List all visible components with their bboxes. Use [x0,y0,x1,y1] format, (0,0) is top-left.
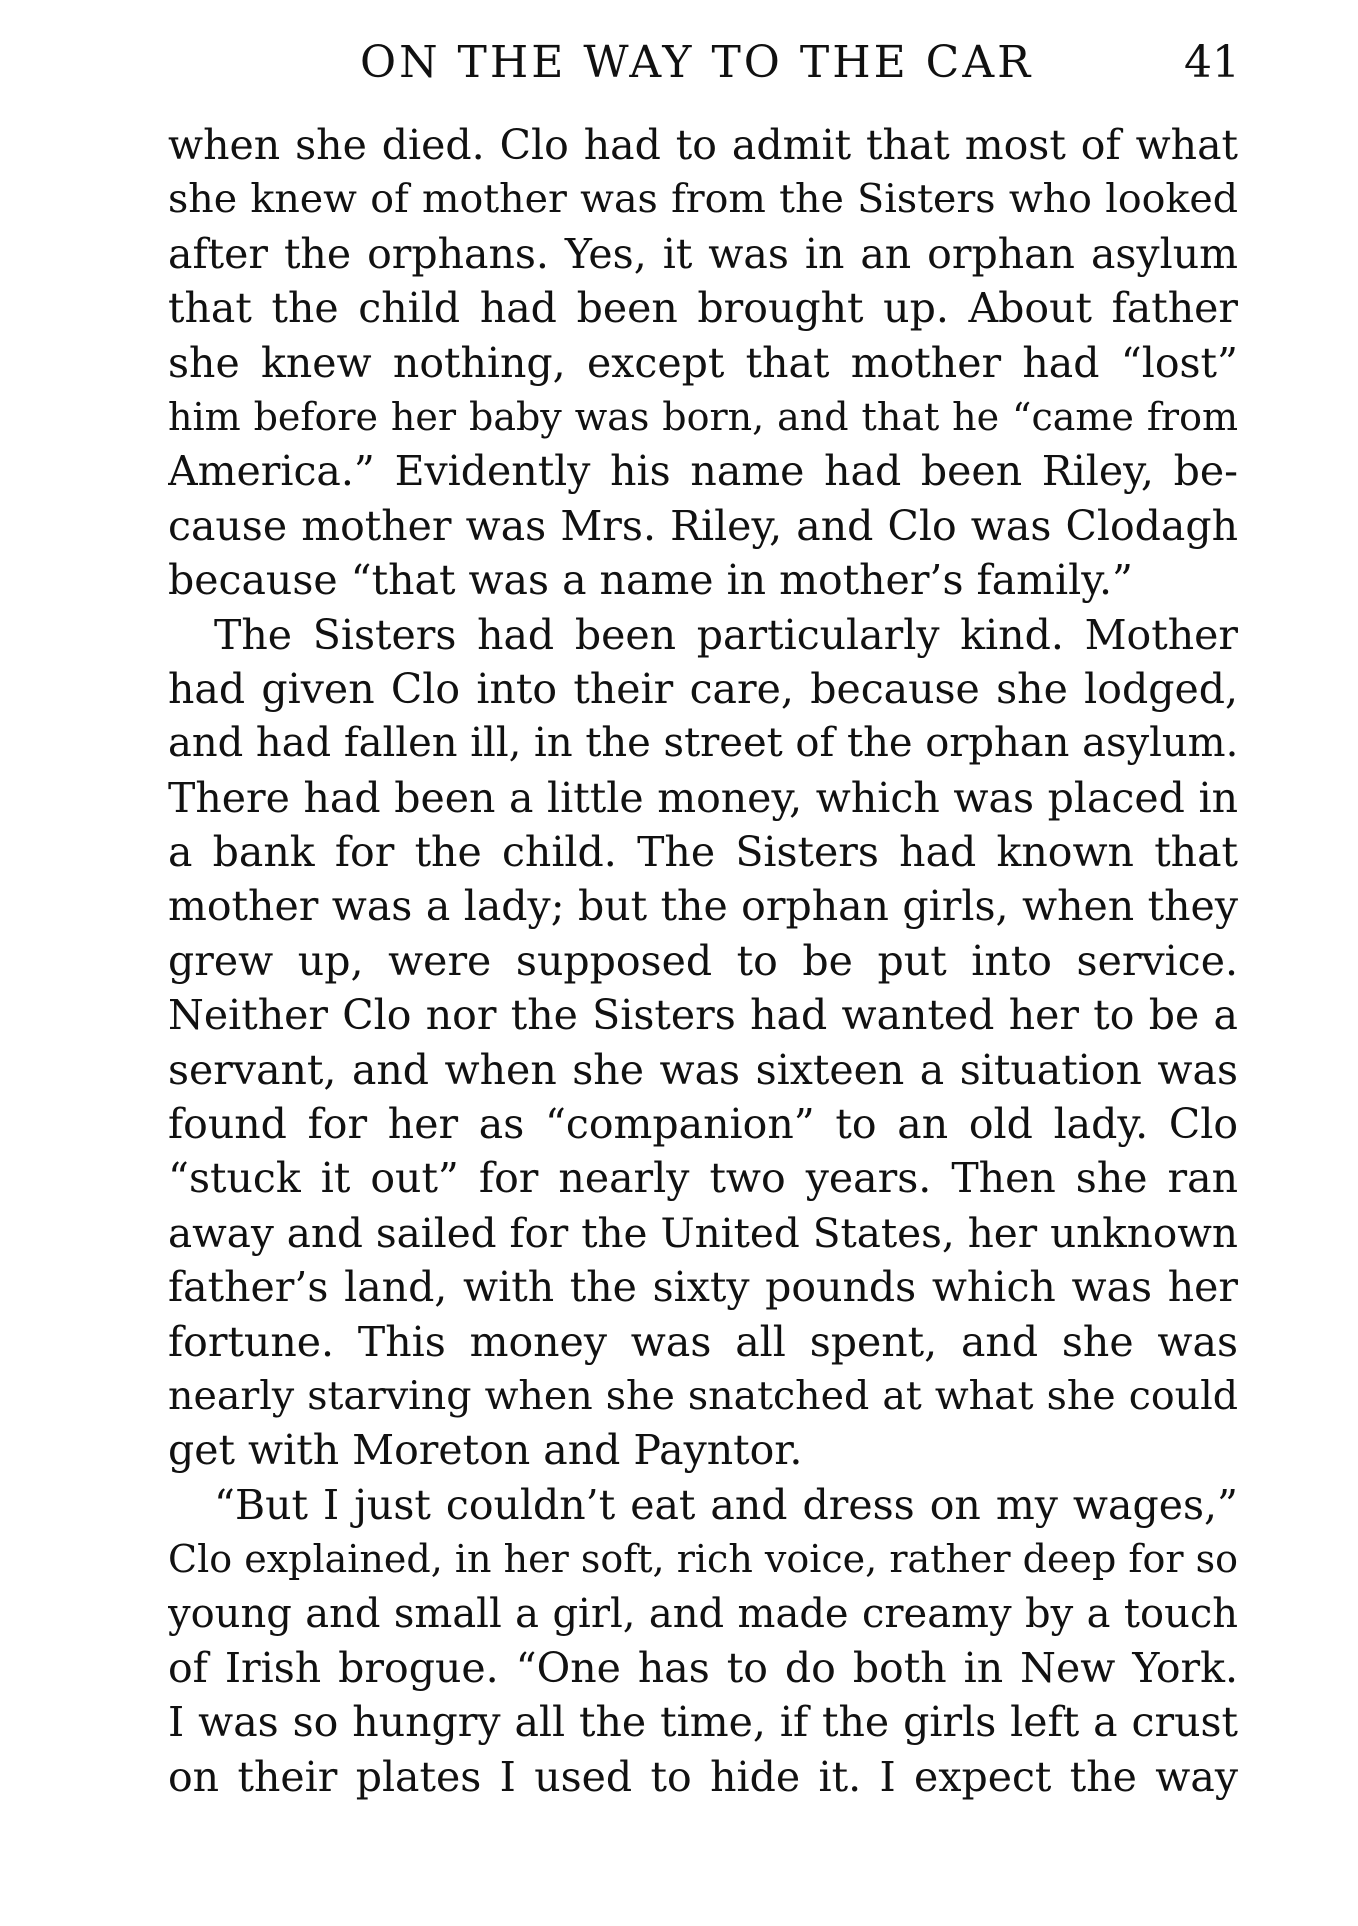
text-line: a bank for the child. The Sisters had known that [168,828,1238,877]
text-line: and had fallen ill, in the street of the orphan asylum. [168,720,1238,767]
text-line: because “that was a name in mother’s family.” [168,556,1133,605]
text-line: “stuck it out” for nearly two years. Then she ran [168,1154,1238,1203]
text-line: grew up, were supposed to be put into service. [168,936,1238,985]
text-line: she knew nothing, except that mother had “lost” [168,338,1238,387]
running-head [360,28,1240,98]
text-line: nearly starving when she snatched at what she could [168,1372,1238,1419]
text-line: of Irish brogue. “One has to do both in New York. [168,1643,1238,1692]
text-line: when she died. Clo had to admit that most of what [168,121,1238,169]
text-line: fortune. This money was all spent, and she was [168,1317,1238,1366]
text-line: that the child had been brought up. About father [168,284,1238,333]
body-text [168,118,1238,1804]
text-line: on their plates I used to hide it. I expect the way [168,1752,1238,1801]
text-line: found for her as “companion” to an old lady. Clo [168,1100,1238,1149]
running-title: ON THE WAY TO THE CAR [360,37,1034,88]
text-line: after the orphans. Yes, it was in an orphan asylum [168,229,1238,278]
text-line: Neither Clo nor the Sisters had wanted her to be a [168,991,1238,1040]
text-line: “But I just couldn’t eat and dress on my wages,” [214,1480,1238,1529]
text-line: I was so hungry all the time, if the girls left a crust [168,1698,1238,1747]
text-line: young and small a girl, and made creamy by a touch [168,1590,1238,1637]
text-line: away and sailed for the United States, her unknown [168,1208,1238,1257]
text-line: America.” Evidently his name had been Riley, be- [168,447,1238,496]
text-line: she knew of mother was from the Sisters who looked [168,176,1238,223]
text-line: had given Clo into their care, because she lodged, [168,664,1238,713]
text-line: him before her baby was born, and that he “came from [168,394,1238,439]
text-line: servant, and when she was sixteen a situation was [168,1045,1238,1094]
text-line: get with Moreton and Payntor. [168,1426,803,1475]
text-line: mother was a lady; but the orphan girls, when they [168,882,1238,931]
page-number: 41 [1184,37,1240,88]
text-line: Clo explained, in her soft, rich voice, rather deep for so [168,1537,1238,1582]
text-line: cause mother was Mrs. Riley, and Clo was Clodagh [168,501,1238,550]
text-line: The Sisters had been particularly kind. Mother [214,610,1238,659]
text-line: father’s land, with the sixty pounds which was her [168,1263,1238,1312]
text-line: There had been a little money, which was placed in [168,773,1238,822]
